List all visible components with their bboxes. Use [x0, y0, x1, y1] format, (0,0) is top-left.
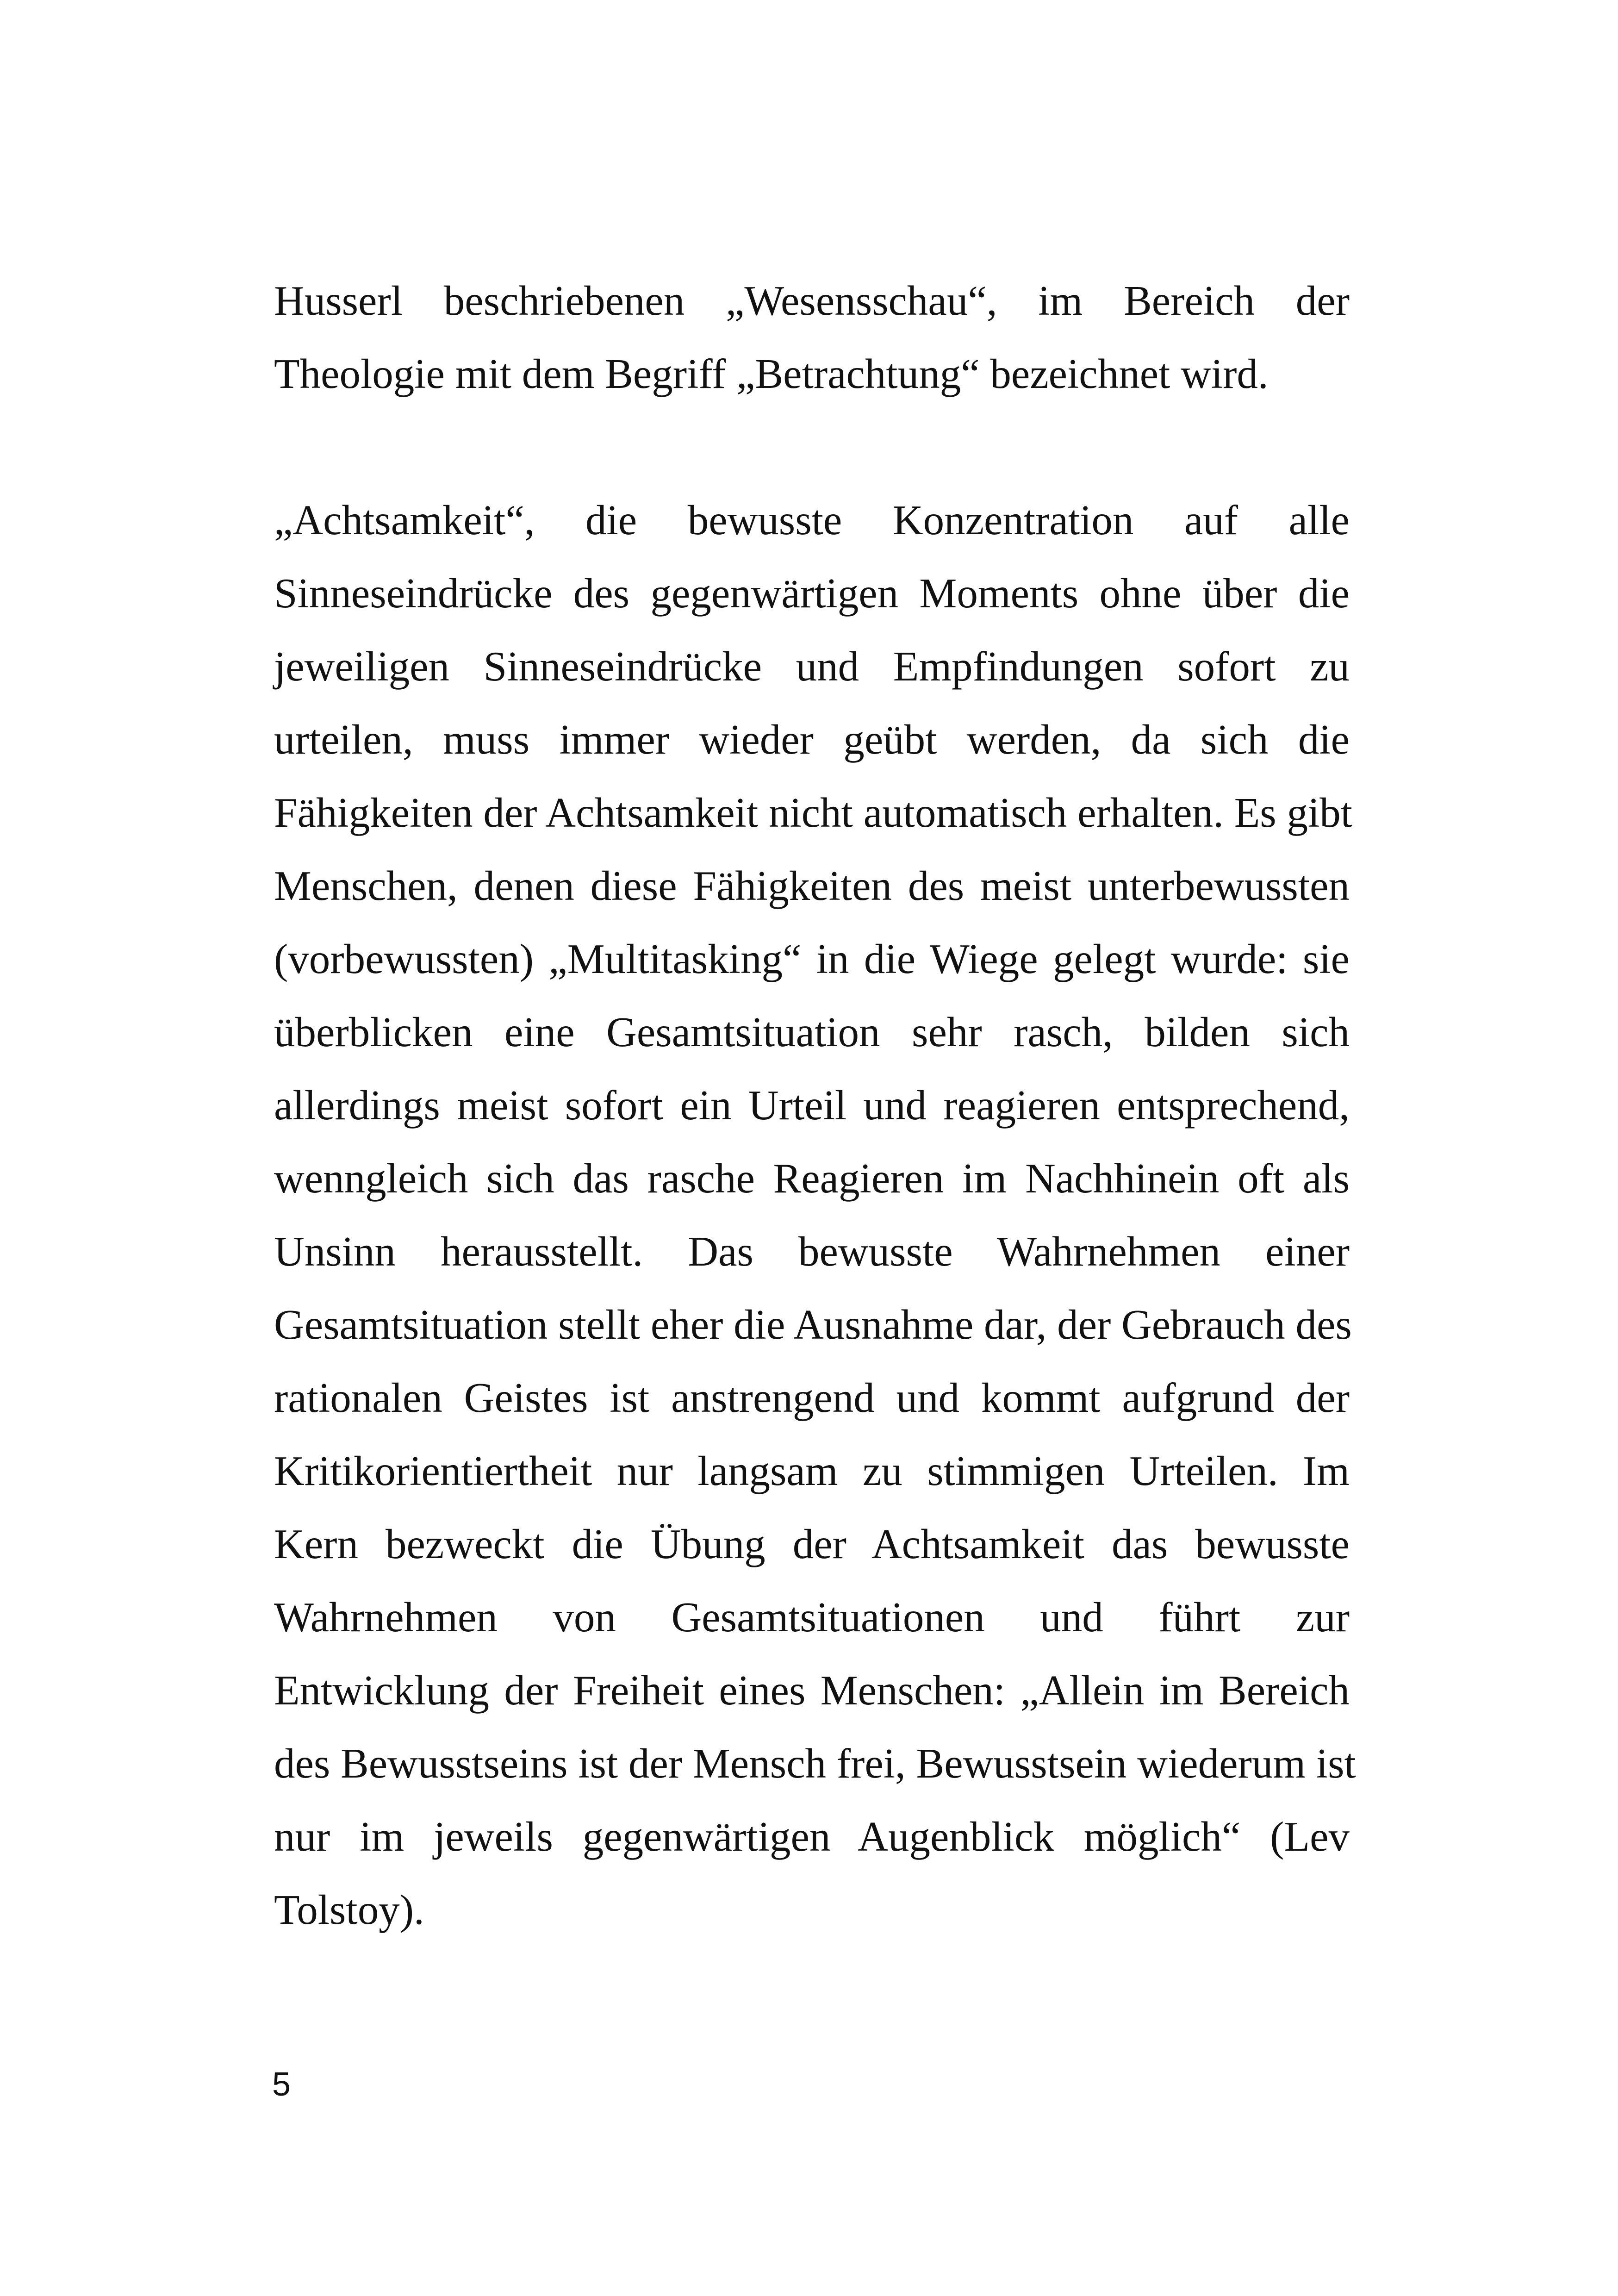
paragraph-line: (vorbewussten) „Multitasking“ in die Wiege gelegt wurde: sie: [274, 936, 1350, 982]
paragraph-line: Sinneseindrücke des gegenwärtigen Moments ohne über die: [274, 570, 1350, 617]
paragraph-line: allerdings meist sofort ein Urteil und reagieren entsprechend,: [274, 1082, 1350, 1129]
paragraph-line: „Achtsamkeit“, die bewusste Konzentration auf alle: [274, 497, 1350, 543]
paragraph-line: rationalen Geistes ist anstrengend und kommt aufgrund der: [274, 1374, 1350, 1421]
paragraph-line: des Bewusstseins ist der Mensch frei, Bewusstsein wiederum ist: [274, 1740, 1356, 1787]
paragraph-line: wenngleich sich das rasche Reagieren im Nachhinein oft als: [274, 1155, 1350, 1202]
paragraph-line: Husserl beschriebenen „Wesensschau“, im Bereich der: [274, 277, 1350, 324]
paragraph-line: urteilen, muss immer wieder geübt werden, da sich die: [274, 716, 1350, 763]
paragraph-line: jeweiligen Sinneseindrücke und Empfindungen sofort zu: [274, 643, 1350, 690]
paragraph-2: [274, 484, 1356, 1947]
paragraph-line: Unsinn herausstellt. Das bewusste Wahrnehmen einer: [274, 1228, 1350, 1275]
paragraph-line: nur im jeweils gegenwärtigen Augenblick möglich“ (Lev: [274, 1813, 1350, 1860]
paragraph-line: Fähigkeiten der Achtsamkeit nicht automatisch erhalten. Es gibt: [274, 789, 1353, 836]
paragraph-line: Kritikorientiertheit nur langsam zu stimmigen Urteilen. Im: [274, 1447, 1350, 1494]
paragraph-line: Theologie mit dem Begriff „Betrachtung“ bezeichnet wird.: [274, 350, 1269, 397]
paragraph-line: Wahrnehmen von Gesamtsituationen und führt zur: [274, 1594, 1350, 1641]
paragraph-1: [274, 264, 1350, 411]
paragraph-line: Tolstoy).: [274, 1886, 424, 1933]
paragraph-line: Gesamtsituation stellt eher die Ausnahme dar, der Gebrauch des: [274, 1301, 1352, 1348]
paragraph-line: überblicken eine Gesamtsituation sehr rasch, bilden sich: [274, 1009, 1350, 1055]
paragraph-line: Entwicklung der Freiheit eines Menschen: „Allein im Bereich: [274, 1667, 1350, 1714]
page-number: 5: [272, 2066, 291, 2103]
paragraph-line: Menschen, denen diese Fähigkeiten des meist unterbewussten: [274, 862, 1350, 909]
paragraph-line: Kern bezweckt die Übung der Achtsamkeit das bewusste: [274, 1521, 1350, 1567]
